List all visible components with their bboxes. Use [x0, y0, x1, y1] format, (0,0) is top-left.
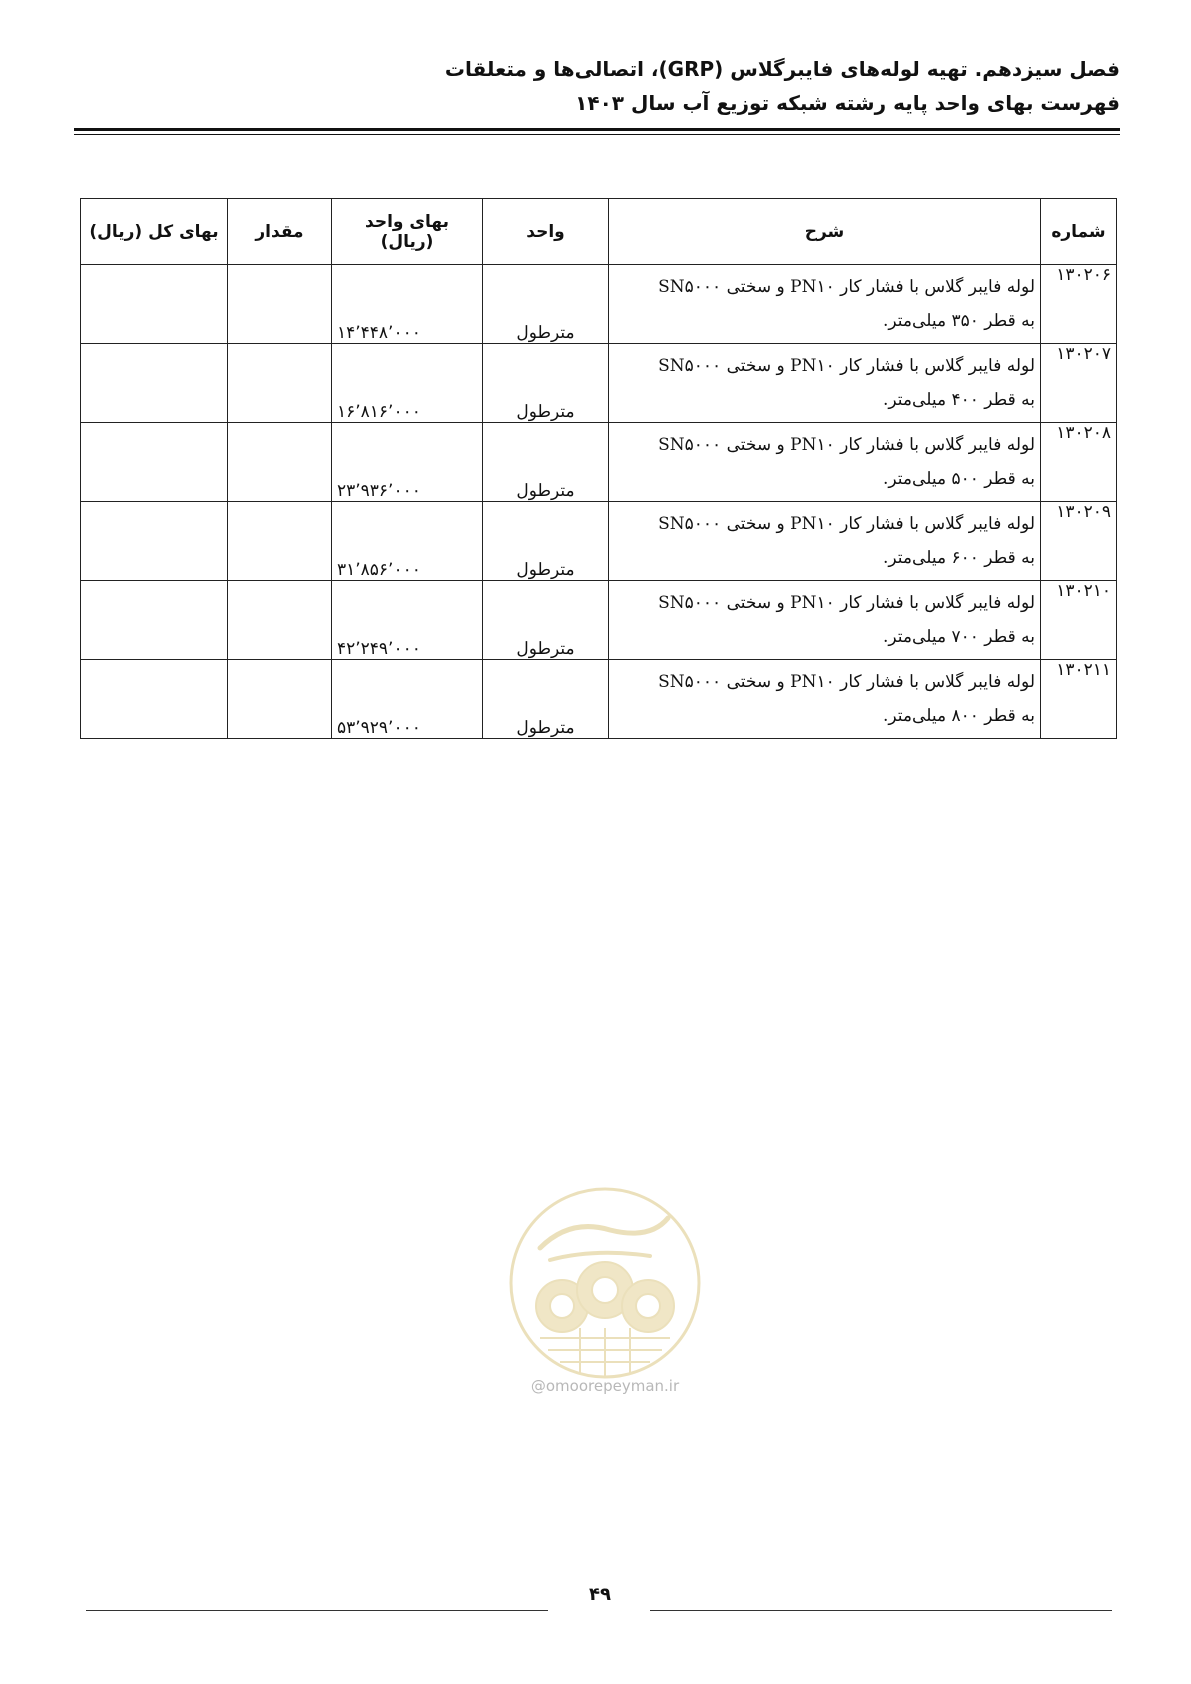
item-unit-price: ۴۲٬۲۴۹٬۰۰۰: [332, 581, 483, 660]
item-number: ۱۳۰۲۰۷: [1041, 344, 1117, 423]
column-header-quantity: مقدار: [228, 199, 332, 265]
watermark-calligraphy-icon: [540, 1218, 668, 1248]
item-total-price: [81, 581, 228, 660]
item-description: [609, 581, 1041, 660]
item-description: [609, 660, 1041, 739]
item-total-price: [81, 660, 228, 739]
description-line-1: لوله فایبر گلاس با فشار کار PN۱۰ و سختی SN۵۰۰۰: [658, 672, 1035, 692]
page-header: [72, 52, 1120, 120]
item-unit-price: ۱۴٬۴۴۸٬۰۰۰: [332, 265, 483, 344]
description-line-2: به قطر ۷۰۰ میلی‌متر.: [883, 627, 1035, 647]
description-line-1: لوله فایبر گلاس با فشار کار PN۱۰ و سختی SN۵۰۰۰: [658, 593, 1035, 613]
item-unit-price: ۵۳٬۹۲۹٬۰۰۰: [332, 660, 483, 739]
item-quantity: [228, 344, 332, 423]
description-line-1: لوله فایبر گلاس با فشار کار PN۱۰ و سختی SN۵۰۰۰: [658, 277, 1035, 297]
item-unit: مترطول: [483, 502, 609, 581]
description-line-1: لوله فایبر گلاس با فشار کار PN۱۰ و سختی SN۵۰۰۰: [658, 435, 1035, 455]
footer-rule-left: [86, 1610, 548, 1611]
table-row: [81, 423, 1117, 502]
item-description: [609, 423, 1041, 502]
column-header-unit: واحد: [483, 199, 609, 265]
item-number: ۱۳۰۲۰۶: [1041, 265, 1117, 344]
watermark-calligraphy-stroke-icon: [550, 1253, 650, 1260]
page-number: ۴۹: [589, 1584, 611, 1605]
column-header-description: شرح: [609, 199, 1041, 265]
footer-rule-right: [650, 1610, 1112, 1611]
item-description: [609, 265, 1041, 344]
item-quantity: [228, 502, 332, 581]
table-header-row: [81, 199, 1117, 265]
header-rule-thin: [74, 134, 1120, 135]
item-unit: مترطول: [483, 423, 609, 502]
item-unit-price: ۱۶٬۸۱۶٬۰۰۰: [332, 344, 483, 423]
watermark-at-icon: @: [530, 1377, 546, 1395]
item-total-price: [81, 344, 228, 423]
item-total-price: [81, 265, 228, 344]
price-list-title: فهرست بهای واحد پایه رشته شبکه توزیع آب سال ۱۴۰۳: [575, 91, 1120, 115]
item-description: [609, 344, 1041, 423]
table-row: [81, 265, 1117, 344]
header-rule-thick: [74, 128, 1120, 131]
item-quantity: [228, 423, 332, 502]
item-unit: مترطول: [483, 660, 609, 739]
description-line-2: به قطر ۴۰۰ میلی‌متر.: [883, 390, 1035, 410]
column-header-total-price: بهای کل (ریال): [81, 199, 228, 265]
item-number: ۱۳۰۲۱۰: [1041, 581, 1117, 660]
item-unit: مترطول: [483, 344, 609, 423]
item-number: ۱۳۰۲۱۱: [1041, 660, 1117, 739]
item-unit-price: ۳۱٬۸۵۶٬۰۰۰: [332, 502, 483, 581]
watermark-emblem-icon: [592, 1277, 618, 1303]
watermark-hand-icon: [636, 1294, 660, 1318]
item-description: [609, 502, 1041, 581]
chapter-title: فصل سیزدهم. تهیه لوله‌های فایبرگلاس (GRP)، اتصالی‌ها و متعلقات: [444, 57, 1120, 81]
item-unit: مترطول: [483, 265, 609, 344]
description-line-1: لوله فایبر گلاس با فشار کار PN۱۰ و سختی SN۵۰۰۰: [658, 356, 1035, 376]
description-line-2: به قطر ۶۰۰ میلی‌متر.: [883, 548, 1035, 568]
table-row: [81, 660, 1117, 739]
item-unit-price: ۲۳٬۹۳۶٬۰۰۰: [332, 423, 483, 502]
watermark-logo: [500, 1178, 710, 1398]
item-quantity: [228, 660, 332, 739]
price-table: [80, 198, 1117, 739]
item-unit: مترطول: [483, 581, 609, 660]
watermark-url-text: omoorepeyman.ir: [545, 1377, 680, 1395]
table-row: [81, 581, 1117, 660]
watermark-url: [510, 1377, 700, 1395]
item-number: ۱۳۰۲۰۹: [1041, 502, 1117, 581]
table-row: [81, 344, 1117, 423]
table-row: [81, 502, 1117, 581]
item-quantity: [228, 265, 332, 344]
item-total-price: [81, 423, 228, 502]
description-line-1: لوله فایبر گلاس با فشار کار PN۱۰ و سختی SN۵۰۰۰: [658, 514, 1035, 534]
watermark-scale-icon: [550, 1294, 574, 1318]
item-number: ۱۳۰۲۰۸: [1041, 423, 1117, 502]
item-total-price: [81, 502, 228, 581]
column-header-number: شماره: [1041, 199, 1117, 265]
description-line-2: به قطر ۵۰۰ میلی‌متر.: [883, 469, 1035, 489]
item-quantity: [228, 581, 332, 660]
description-line-2: به قطر ۸۰۰ میلی‌متر.: [883, 706, 1035, 726]
column-header-unit-price: بهای واحد (ریال): [332, 199, 483, 265]
description-line-2: به قطر ۳۵۰ میلی‌متر.: [883, 311, 1035, 331]
